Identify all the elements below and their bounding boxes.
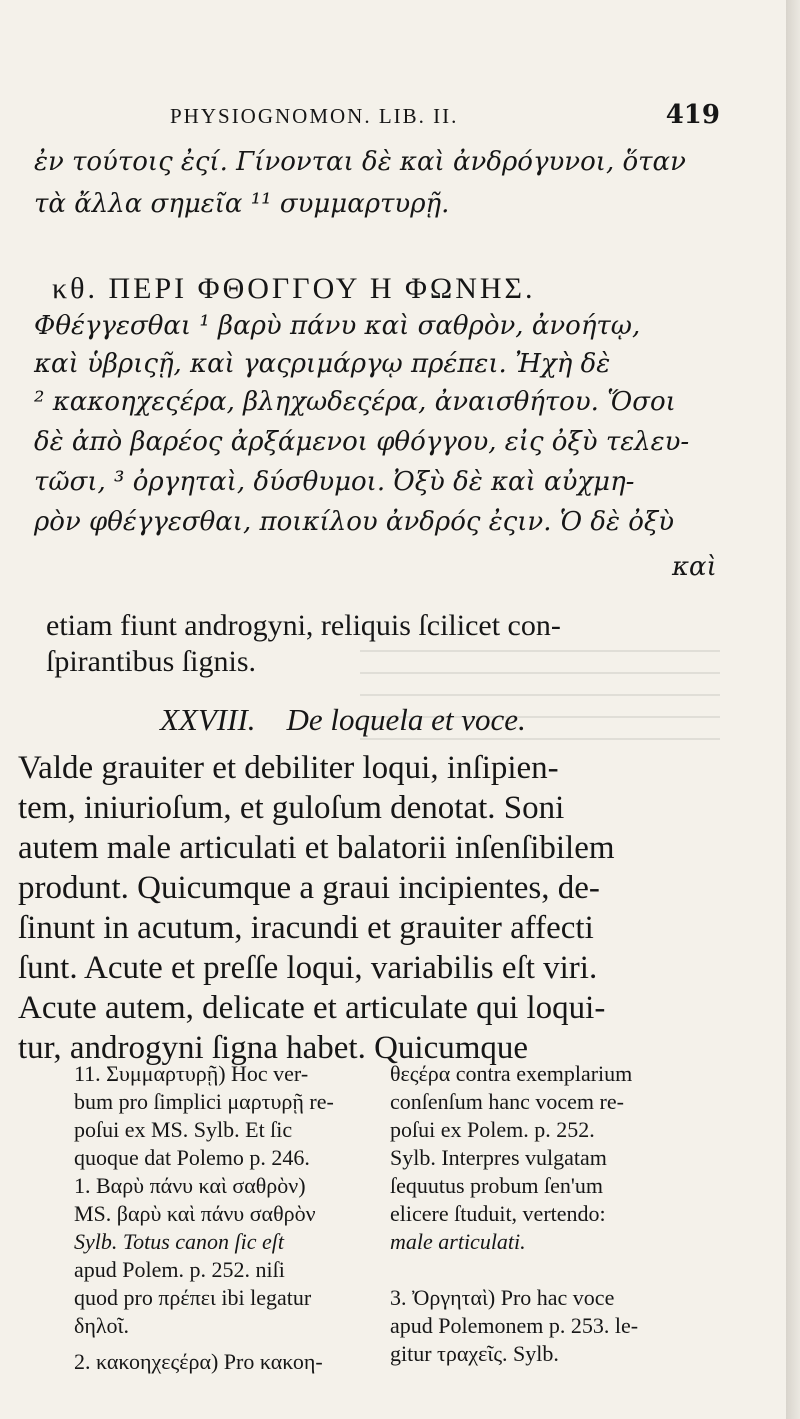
footnote-line: apud Polemonem p. 253. le-	[390, 1313, 639, 1338]
footnote-line: ſequutus probum ſen'um	[390, 1173, 603, 1198]
greek-intro-line-1: ἐν τούτοις ἐςί. Γίνονται δὲ καὶ ἀνδρόγυνοι, ὅταν	[34, 147, 686, 177]
footnote-line: poſui ex MS. Sylb. Et ſic	[74, 1117, 293, 1142]
greek-body-line-5: τῶσι, ³ ὀργηταὶ, δύσθυμοι. Ὀξὺ δὲ καὶ αὐχμη-	[34, 467, 635, 497]
footnote-line: apud Polem. p. 252. niſi	[74, 1257, 285, 1282]
greek-intro-line-2: τὰ ἄλλα σημεῖα ¹¹ συμμαρτυρῇ.	[34, 189, 450, 219]
footnote-line: bum pro ſimplici μαρτυρῇ re-	[74, 1089, 334, 1114]
footnote-line: Sylb. Interpres vulgatam	[390, 1145, 607, 1170]
section-numeral: XXVIII.	[160, 702, 256, 737]
latin-intro-line-2: ſpirantibus ſignis.	[46, 645, 256, 678]
greek-body-line-6: ρὸν φθέγγεσθαι, ποικίλου ἀνδρός ἐςιν. Ὁ δὲ ὀξὺ	[34, 507, 674, 537]
latin-body-line: tem, iniurioſum, et guloſum denotat. Soni	[18, 790, 565, 826]
greek-section-heading: κθ. ΠΕΡΙ ΦΘΟΓΓΟΥ Η ΦΩΝΗΣ.	[52, 272, 536, 305]
footnote-line: male articulati.	[390, 1229, 526, 1254]
footnote-line: δηλοῖ.	[74, 1313, 129, 1338]
latin-body-line: ſunt. Acute et preſſe loqui, variabilis eſt viri.	[18, 950, 598, 986]
footnote-line: elicere ſtuduit, vertendo:	[390, 1201, 606, 1226]
footnote-line: 3. Ὀργηταὶ) Pro hac voce	[390, 1285, 615, 1310]
page-number: 419	[665, 100, 720, 130]
greek-body-line-1: Φθέγγεσθαι ¹ βαρὺ πάνυ καὶ σαθρὸν, ἀνοήτῳ,	[34, 311, 641, 341]
greek-catchword: καὶ	[672, 552, 717, 582]
greek-body-line-3: ² κακοηχεςέρα, βληχωδεςέρα, ἀναισθήτου. Ὅσοι	[34, 387, 676, 417]
footnotes-left-column	[74, 1060, 374, 1376]
greek-body-line-2: καὶ ὑβριςῇ, καὶ γαςριμάργῳ πρέπει. Ἠχὴ δὲ	[34, 349, 611, 379]
greek-body-line-4: δὲ ἀπὸ βαρέος ἀρξάμενοι φθόγγου, εἰς ὀξὺ τελευ-	[34, 427, 690, 457]
page-edge-shadow	[786, 0, 800, 1419]
footnote-line: poſui ex Polem. p. 252.	[390, 1117, 595, 1142]
footnote-line: Sylb. Totus canon ſic eſt	[74, 1229, 285, 1254]
latin-body-line: tur, androgyni ſigna habet. Quicumque	[18, 1030, 529, 1066]
footnote-line: 11. Συμμαρτυρῇ) Hoc ver-	[74, 1061, 309, 1086]
latin-body-line: autem male articulati et balatorii inſenſibilem	[18, 830, 615, 866]
latin-body	[18, 748, 718, 1068]
latin-body-line: produnt. Quicumque a graui incipientes, de-	[18, 870, 600, 906]
footnote-line: 1. Βαρὺ πάνυ καὶ σαθρὸν)	[74, 1173, 306, 1198]
latin-body-line: Valde grauiter et debiliter loqui, inſipien-	[18, 750, 559, 786]
footnote-line: gitur τραχεῖς. Sylb.	[390, 1341, 559, 1366]
footnote-line: MS. βαρὺ καὶ πάνυ σαθρὸν	[74, 1201, 316, 1226]
latin-intro-line-1: etiam fiunt androgyni, reliquis ſcilicet con-	[46, 609, 561, 642]
footnotes-right-column	[390, 1060, 720, 1368]
latin-body-line: Acute autem, delicate et articulate qui loqui-	[18, 990, 606, 1026]
footnote-line: 2. κακοηχεςέρα) Pro κακοη-	[74, 1349, 323, 1374]
footnote-line: conſenſum hanc vocem re-	[390, 1089, 624, 1114]
page-header	[40, 100, 720, 140]
latin-section-title	[160, 702, 526, 738]
running-title: PHYSIOGNOMON. LIB. II.	[170, 104, 459, 128]
footnote-line: quoque dat Polemo p. 246.	[74, 1145, 310, 1170]
footnote-line: θεςέρα contra exemplarium	[390, 1061, 633, 1086]
section-heading-text: De loquela et voce.	[286, 702, 526, 737]
latin-body-line: ſinunt in acutum, iracundi et grauiter affecti	[18, 910, 594, 946]
footnote-line: quod pro πρέπει ibi legatur	[74, 1285, 312, 1310]
footnote-line	[390, 1256, 720, 1284]
